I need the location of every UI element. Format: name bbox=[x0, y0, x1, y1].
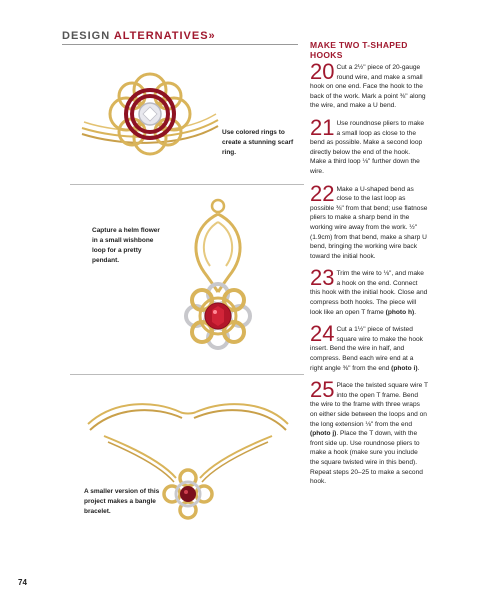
step-number: 25 bbox=[310, 377, 335, 403]
step bbox=[310, 180, 428, 262]
section-header bbox=[62, 30, 216, 42]
ring-photo bbox=[80, 50, 220, 178]
step-text: Cut a 2½" piece of 20-gauge round wire, and make a small hook on one end. Face the hook to the back of the work. Mark a point ⅜" along the wire, and make a U bend. bbox=[310, 64, 426, 110]
step bbox=[310, 321, 428, 373]
divider-bottom bbox=[70, 374, 304, 375]
photo-reference: (photo i) bbox=[391, 364, 418, 372]
step-number: 22 bbox=[310, 180, 335, 206]
ring-caption: Use colored rings to create a stunning scarf ring. bbox=[222, 129, 294, 156]
step-text: Cut a 1½" piece of twisted square wire to make the hook insert. Bend the wire in half, and compress. Bend each wire end at a right angle ⅜" from the end bbox=[310, 326, 423, 372]
step bbox=[310, 59, 428, 111]
step bbox=[310, 265, 428, 317]
step-tail: . bbox=[417, 364, 420, 372]
pendant-photo bbox=[170, 196, 266, 368]
step-number: 23 bbox=[310, 265, 335, 291]
step bbox=[310, 377, 428, 487]
step-tail: . bbox=[414, 308, 417, 316]
header-accent: ALTERNATIVES bbox=[113, 30, 209, 42]
step-number: 21 bbox=[310, 114, 335, 140]
header-mark: » bbox=[208, 30, 216, 42]
step-text: Make a U-shaped bend as close to the last loop as possible ⅜" from that bend; use flatnose pliers to make a sharp bend in the working wire away from the work. ½" (1.9cm) from that bend, make a sharp U bend, bringing the working wire back toward the initial hook. bbox=[310, 185, 428, 260]
instructions-column bbox=[310, 40, 428, 495]
photo-reference: (photo h) bbox=[385, 308, 415, 316]
header-rule bbox=[62, 44, 298, 45]
step bbox=[310, 114, 428, 177]
step-number: 20 bbox=[310, 59, 335, 84]
header-prefix: DESIGN bbox=[62, 30, 114, 42]
instructions-title: MAKE TWO T-SHAPED HOOKS bbox=[310, 40, 408, 60]
step-text: Trim the wire to ⅛", and make a hook on the end. Connect this hook with the initial hook. Close and compress both hooks. The piece will look like an open T frame bbox=[310, 270, 428, 316]
divider-top bbox=[70, 184, 304, 185]
pendant-caption: Capture a helm flower in a small wishbone loop for a pretty pendant. bbox=[92, 227, 160, 264]
bracelet-caption: A smaller version of this project makes a bangle bracelet. bbox=[84, 488, 160, 515]
step-tail: . Place the T down, with the front side up. Use roundnose pliers to make a hook (make sure you include the square twisted wire in this bend). Repeat steps 20–25 to make a second hook. bbox=[310, 430, 423, 486]
step-number: 24 bbox=[310, 321, 335, 347]
step-text: Use roundnose pliers to make a small loop as close to the bend as possible. Make a second loop directly below the end of the hook. Make a third loop ⅛" further down the wire. bbox=[310, 119, 425, 175]
step-text: Place the twisted square wire T into the open T frame. Bend the wire to the frame with three wraps on either side between the loops and on the long extension ⅛" from the end bbox=[310, 382, 428, 428]
page-number: 74 bbox=[18, 578, 27, 587]
photo-reference: (photo j) bbox=[310, 430, 337, 438]
